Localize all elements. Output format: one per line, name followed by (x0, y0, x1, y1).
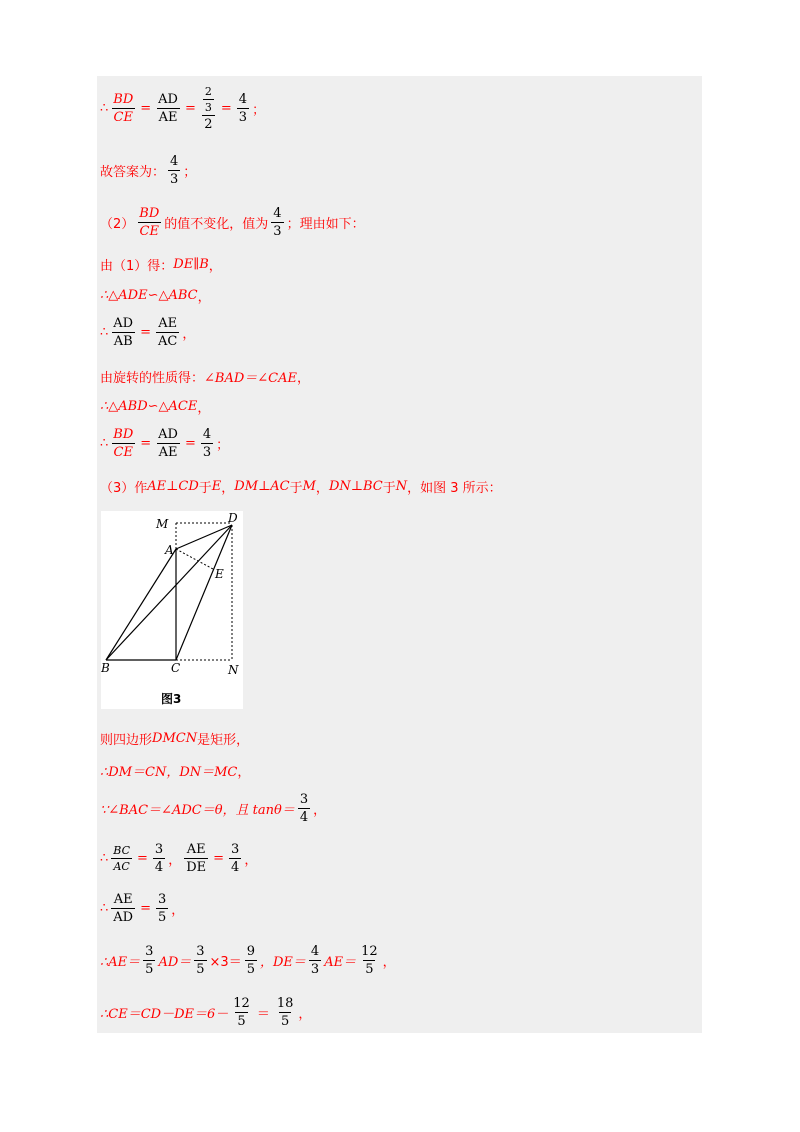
text-line-7: 由旋转的性质得： ∠BAD＝∠CAE ， (100, 370, 311, 386)
fraction-ae-ac: $\frac{AE}{AC}$ (158, 315, 178, 349)
part3-heading: （3）作 AE⊥CD 于 E ， DM⊥AC 于 M ， DN⊥BC 于 N ，如图 3 所示： (100, 478, 502, 496)
fraction-3-5: $\frac{3}{5}$ (158, 891, 167, 925)
fraction-bc-ac: $\frac{BC}{AC}$ (113, 843, 130, 873)
label-m: M (156, 517, 169, 531)
fraction-ad-ae: $\frac{AD}{AE}$ (158, 91, 178, 125)
fraction-4-3: $\frac{4}{3}$ (273, 205, 282, 239)
fraction-3-5: $\frac{3}{5}$ (145, 943, 154, 977)
fraction-4-3: $\frac{4}{3}$ (238, 91, 248, 125)
equation-line-15: ∴ $\frac{AE}{AD}$ = $\frac{3}{5}$ ， (100, 891, 185, 925)
fraction-ad-ab: $\frac{AD}{AB}$ (113, 315, 134, 349)
equation-line-14: ∴ $\frac{BC}{AC}$ = $\frac{3}{4}$ ， $\frac{AE}{DE}$ = $\frac{3}{4}$ ， (100, 841, 258, 875)
fraction-3-4: $\frac{3}{4}$ (154, 841, 164, 875)
text-line-11: 则四边形 DMCN 是矩形， (100, 730, 250, 748)
text-line-8: ∴△ABD∽△ACE ， (100, 398, 211, 416)
equation-line-6: ∴ $\frac{AD}{AB}$ = $\frac{AE}{AC}$ ， (100, 315, 196, 349)
label-a: A (165, 543, 174, 557)
label-d: D (228, 511, 238, 525)
equation-line-16: ∴AE＝ $\frac{3}{5}$ AD＝ $\frac{3}{5}$ ×3＝ $\frac{9}{5}$ ，DE＝ $\frac{4}{3}$ AE＝ $\frac{12}{5}$ ， (100, 943, 396, 977)
equation-line-17: ∴CE＝CD－DE＝6－ $\frac{12}{5}$ ＝ $\frac{18}{5}$ ， (100, 995, 312, 1029)
fraction-12-5: $\frac{12}{5}$ (361, 943, 378, 977)
part2-heading: （2） $\frac{BD}{CE}$ 的值不变化，值为 $\frac{4}{3}$ ；理由如下： (100, 205, 365, 239)
answer-line: 故答案为： $\frac{4}{3}$ ； (100, 153, 197, 187)
fraction-4-3: $\frac{4}{3}$ (170, 153, 179, 187)
fraction-12-5: $\frac{12}{5}$ (233, 995, 250, 1029)
text-line-13: ∵∠BAC＝∠ADC＝θ，且 tanθ＝ $\frac{3}{4}$ ， (100, 791, 327, 825)
text-line-12: ∴DM＝CN，DN＝MC ， (100, 764, 251, 780)
equation-line-9: ∴ $\frac{BD}{CE}$ = $\frac{AD}{AE}$ = $\frac{4}{3}$ ； (100, 426, 230, 460)
fraction-bd-ce: $\frac{BD}{CE}$ (139, 205, 160, 239)
fraction-9-5: $\frac{9}{5}$ (246, 943, 255, 977)
figure-3-diagram (101, 511, 243, 709)
equation-line-1: ∴ $\frac{BD}{CE}$ = $\frac{AD}{AE}$ = $\frac{\frac{2}{3}}{2}$ = $\frac{4}{3}$ ； (100, 84, 266, 132)
fraction-18-5: $\frac{18}{5}$ (276, 995, 294, 1029)
geometry-figure (101, 511, 243, 709)
label-e: E (215, 567, 224, 581)
label-c: C (171, 661, 181, 675)
fraction-ae-ad: $\frac{AE}{AD}$ (113, 891, 134, 925)
label-n: N (228, 663, 239, 677)
therefore-symbol: ∴ (100, 100, 109, 116)
segment-ba (106, 549, 176, 660)
fraction-4-3: $\frac{4}{3}$ (202, 426, 212, 460)
fraction-nested: $\frac{\frac{2}{3}}{2}$ (204, 84, 213, 132)
fraction-4-3: $\frac{4}{3}$ (310, 943, 320, 977)
fraction-ae-de: $\frac{AE}{DE}$ (186, 841, 207, 875)
fraction-bd-ce: $\frac{BD}{CE}$ (113, 91, 134, 125)
text-line-5: ∴△ADE∽△ABC ， (100, 287, 211, 305)
figure-caption: 图3 (161, 692, 182, 706)
label-b: B (101, 661, 110, 675)
text-line-4: 由（1）得： DE∥B ， (100, 256, 222, 274)
fraction-ad-ae: $\frac{AD}{AE}$ (158, 426, 178, 460)
fraction-bd-ce: $\frac{BD}{CE}$ (113, 426, 134, 460)
fraction-3-5: $\frac{3}{5}$ (196, 943, 205, 977)
fraction-3-4: $\frac{3}{4}$ (299, 791, 309, 825)
fraction-3-4: $\frac{3}{4}$ (231, 841, 240, 875)
